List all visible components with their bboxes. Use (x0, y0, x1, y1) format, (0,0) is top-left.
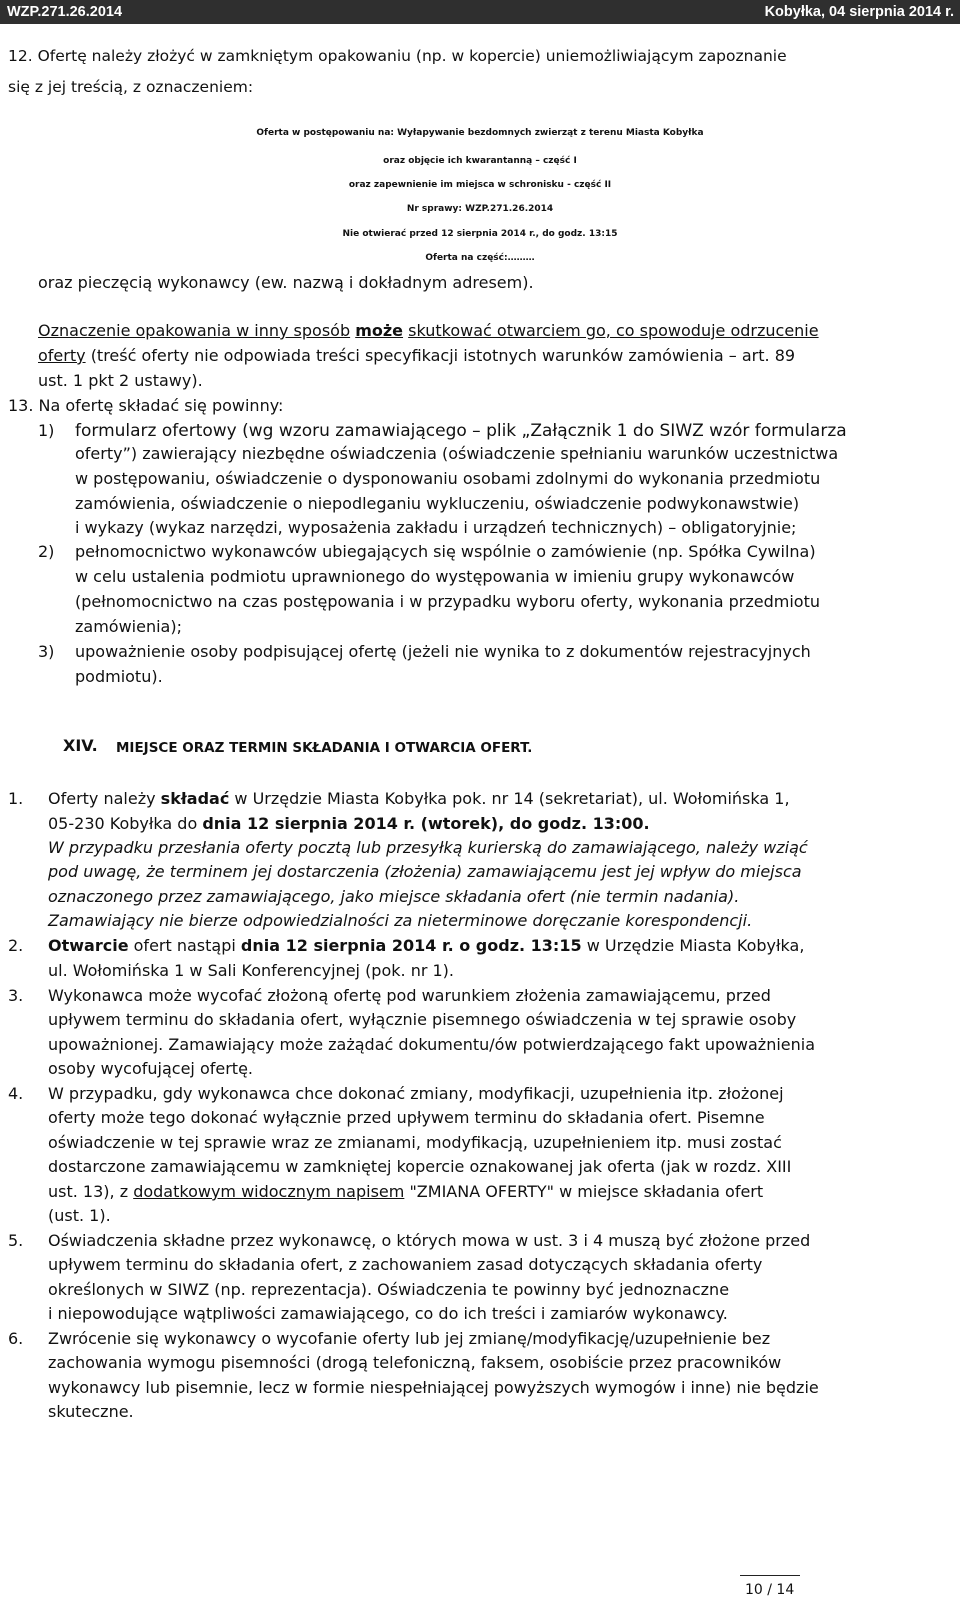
s14-item-1-line-1 (48, 789, 790, 809)
p13-item-1-line-3: w postępowaniu, oświadczenie o dysponowaniu osobami zdolnymi do wykonania przedmiotu (75, 469, 821, 488)
s14-item-5-line-3: określonych w SIWZ (np. reprezentacja). Oświadczenia te powinny być jednoznaczne (48, 1280, 730, 1299)
section-14-title: MIEJSCE ORAZ TERMIN SKŁADANIA I OTWARCIA OFERT. (116, 740, 533, 756)
s14-item-1-postcode: 05-230 Kobyłka do (48, 814, 198, 833)
p13-item-1-line-1: formularz ofertowy (wg wzoru zamawiającego – plik „Załącznik 1 do SIWZ wzór formularza (75, 421, 847, 441)
envelope-label-line-2: oraz objęcie ich kwarantanną – część I (383, 156, 577, 166)
s14-item-4-ref: ust. 13), z (48, 1182, 129, 1201)
s14-item-6-line-4: skuteczne. (48, 1402, 134, 1421)
s14-item-2-opening: Otwarcie (48, 936, 129, 955)
p12-note-line-3: ust. 1 pkt 2 ustawy). (38, 371, 203, 390)
p12-line-2: się z jej treścią, z oznaczeniem: (8, 78, 254, 96)
p13-item-2-number: 2) (38, 542, 55, 561)
p13-item-1-line-4: zamówienia, oświadczenie o niepodleganiu wykluczeniu, oświadczenie podwykonawstwie) (75, 494, 800, 513)
header-place-date: Kobyłka, 04 sierpnia 2014 r. (764, 4, 954, 20)
p13-item-1-line-2: oferty”) zawierający niezbędne oświadczenia (oświadczenie spełnianiu warunków uczestnictwa (75, 444, 839, 463)
p13-item-2-line-4: zamówienia); (75, 617, 182, 636)
s14-item-5-line-1: Oświadczenia składne przez wykonawcę, o których mowa w ust. 3 i 4 muszą być złożone przed (48, 1231, 811, 1250)
s14-item-2-line-2: ul. Wołomińska 1 w Sali Konferencyjnej (pok. nr 1). (48, 961, 454, 980)
footer-rule (740, 1575, 800, 1576)
s14-item-1-text-bold: składać (160, 789, 230, 808)
envelope-label-line-1: Oferta w postępowaniu na: Wyłapywanie bezdomnych zwierząt z terenu Miasta Kobyłka (256, 128, 704, 138)
s14-item-4-label: "ZMIANA OFERTY" w miejsce składania ofert (409, 1182, 764, 1201)
envelope-label-line-3: oraz zapewnienie im miejsca w schronisku - część II (348, 180, 612, 190)
s14-item-4-line-3: oświadczenie w tej sprawie wraz ze zmianami, modyfikacją, uzupełnieniem itp. musi zostać (48, 1133, 782, 1152)
s14-item-6-line-1: Zwrócenie się wykonawcy o wycofanie oferty lub jej zmianę/modyfikację/uzupełnienie bez (48, 1329, 771, 1348)
envelope-label-line-4: Nr sprawy: WZP.271.26.2014 (406, 204, 554, 214)
p12-line-1: 12. Ofertę należy złożyć w zamkniętym opakowaniu (np. w kopercie) uniemożliwiającym zapoznanie (8, 47, 787, 65)
s14-item-4-number: 4. (8, 1084, 24, 1103)
header-reference: WZP.271.26.2014 (7, 4, 123, 20)
s14-item-3-line-3: upoważnionej. Zamawiający może zażądać dokumentu/ów potwierdzającego fakt upoważnienia (48, 1035, 816, 1054)
s14-item-4-line-2: oferty może tego dokonać wyłącznie przed upływem terminu do składania ofert. Pisemne (48, 1108, 765, 1127)
p13-item-3-line-2: podmiotu). (75, 667, 163, 686)
page-number: 10 / 14 (745, 1582, 795, 1598)
s14-item-6-line-3: wykonawcy lub pisemnie, lecz w formie niespełniającej powyższych wymogów i inne) nie będzie (48, 1378, 819, 1397)
p13-item-1-number: 1) (38, 421, 55, 440)
s14-item-4-line-6: (ust. 1). (48, 1206, 111, 1225)
s14-item-2-text: ofert nastąpi (133, 936, 236, 955)
s14-item-1-line-2 (48, 814, 650, 834)
page-header (0, 0, 960, 24)
p13-item-3-number: 3) (38, 642, 55, 661)
p12-note-line-1 (38, 321, 819, 341)
s14-item-1-line-5: oznaczonego przez zamawiającego, jako miejsce składania ofert (nie termin nadania). (48, 887, 740, 906)
p13-item-2-line-3: (pełnomocnictwo na czas postępowania i w przypadku wyboru oferty, wykonania przedmiotu (75, 592, 820, 611)
s14-item-4-underlined: dodatkowym widocznym napisem (133, 1182, 405, 1201)
p12-stamp-line: oraz pieczęcią wykonawcy (ew. nazwą i dokładnym adresem). (38, 273, 534, 292)
envelope-label-line-5: Nie otwierać przed 12 sierpnia 2014 r., do godz. 13:15 (342, 229, 618, 239)
p12-note-oferty: oferty (38, 346, 86, 365)
s14-item-1-line-4: pod uwagę, że terminem jej dostarczenia (złożenia) zamawiającemu jest jej wpływ do miejsca (48, 862, 802, 881)
s14-item-5-number: 5. (8, 1231, 24, 1250)
p13-title: 13. Na ofertę składać się powinny: (8, 396, 284, 415)
s14-item-6-line-2: zachowania wymogu pisemności (drogą telefoniczną, faksem, osobiście przez pracowników (48, 1353, 782, 1372)
s14-item-5-line-2: upływem terminu do składania ofert, z zachowaniem zasad dotyczących składania oferty (48, 1255, 763, 1274)
section-14-number: XIV. (63, 736, 98, 755)
s14-item-1-deadline: dnia 12 sierpnia 2014 r. (wtorek), do godz. 13:00. (202, 814, 650, 833)
s14-item-1-number: 1. (8, 789, 24, 808)
p13-item-1-line-5: i wykazy (wykaz narzędzi, wyposażenia zakładu i urządzeń technicznych) – obligatoryjnie; (75, 518, 797, 537)
s14-item-3-line-4: osoby wycofującej ofertę. (48, 1059, 254, 1078)
s14-item-2-line-1 (48, 936, 804, 956)
p12-note-rest: skutkować otwarciem go, co spowoduje odrzucenie (408, 321, 819, 340)
s14-item-4-line-1: W przypadku, gdy wykonawca chce dokonać zmiany, modyfikacji, uzupełnienia itp. złożonej (48, 1084, 784, 1103)
s14-item-2-date: dnia 12 sierpnia 2014 r. o godz. 13:15 (240, 936, 582, 955)
s14-item-6-number: 6. (8, 1329, 24, 1348)
s14-item-4-line-4: dostarczone zamawiającemu w zamkniętej kopercie oznakowanej jak oferta (jak w rozdz. XIII (48, 1157, 792, 1176)
p12-note-prefix: Oznaczenie opakowania w inny sposób (38, 321, 351, 340)
p12-note-line-2 (38, 346, 795, 366)
envelope-label-line-6: Oferta na część:……… (425, 253, 535, 263)
p13-item-3-line-1: upoważnienie osoby podpisującej ofertę (jeżeli nie wynika to z dokumentów rejestracyjnych (75, 642, 811, 661)
s14-item-3-line-1: Wykonawca może wycofać złożoną ofertę pod warunkiem złożenia zamawiającemu, przed (48, 986, 771, 1005)
s14-item-1-line-3: W przypadku przesłania oferty pocztą lub przesyłką kurierską do zamawiającego, należy wziąć (48, 838, 808, 857)
p12-note-emphasis: może (355, 321, 404, 340)
s14-item-3-number: 3. (8, 986, 24, 1005)
s14-item-1-text-c: w Urzędzie Miasta Kobyłka pok. nr 14 (sekretariat), ul. Wołomińska 1, (234, 789, 790, 808)
s14-item-2-number: 2. (8, 936, 24, 955)
s14-item-1-line-6: Zamawiający nie bierze odpowiedzialności za nieterminowe doręczanie korespondencji. (48, 911, 753, 930)
s14-item-4-line-5 (48, 1182, 763, 1202)
s14-item-3-line-2: upływem terminu do składania ofert, wyłącznie pisemnego oświadczenia w tej sprawie osoby (48, 1010, 797, 1029)
p12-note-reason: (treść oferty nie odpowiada treści specyfikacji istotnych warunków zamówienia – art. 89 (90, 346, 796, 365)
s14-item-5-line-4: i niepowodujące wątpliwości zamawiającego, co do ich treści i zamiarów wykonawcy. (48, 1304, 728, 1323)
p13-item-2-line-1: pełnomocnictwo wykonawców ubiegających się wspólnie o zamówienie (np. Spółka Cywilna) (75, 542, 816, 561)
s14-item-2-place: w Urzędzie Miasta Kobyłka, (586, 936, 805, 955)
p13-item-2-line-2: w celu ustalenia podmiotu uprawnionego do występowania w imieniu grupy wykonawców (75, 567, 795, 586)
s14-item-1-text-a: Oferty należy (48, 789, 156, 808)
